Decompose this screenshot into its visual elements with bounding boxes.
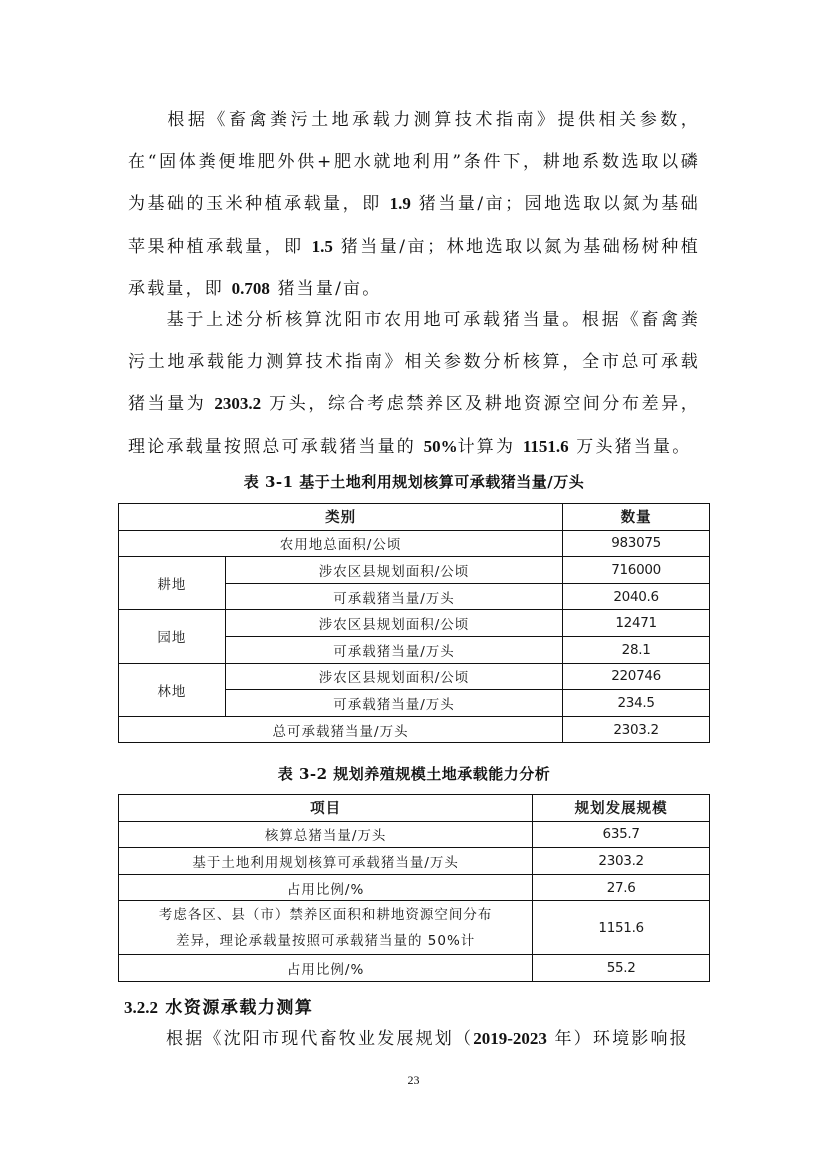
text-run: 计算为 [457, 436, 523, 457]
breeding-scale-table [118, 794, 710, 982]
row-label: 涉农区县规划面积/公顷 [225, 663, 562, 690]
row-label: 可承载猪当量/万头 [225, 583, 562, 610]
number-run: 1.9 [389, 194, 411, 213]
row-label: 涉农区县规划面积/公顷 [225, 610, 562, 637]
section-number: 3.2.2 [124, 998, 158, 1017]
row-label [119, 901, 533, 955]
row-label: 可承载猪当量/万头 [225, 690, 562, 717]
header-quantity: 数量 [563, 504, 710, 531]
row-value: 2303.2 [563, 716, 710, 743]
header-category: 类别 [119, 504, 563, 531]
row-value: 12471 [563, 610, 710, 637]
row-label: 可承载猪当量/万头 [225, 636, 562, 663]
number-run: 2303.2 [214, 394, 262, 413]
text-run: 万头，综合考虑禁养区及耕地资源空间分布差异，理论承载量按照总可承载猪当量的 [128, 394, 700, 457]
number-run: 0.708 [231, 279, 270, 298]
row-value: 983075 [563, 530, 710, 557]
row-value: 234.5 [563, 690, 710, 717]
row-label: 涉农区县规划面积/公顷 [225, 557, 562, 584]
header-planned-scale: 规划发展规模 [533, 795, 710, 822]
row-value: 2040.6 [563, 583, 710, 610]
table-row [119, 848, 710, 875]
row-value: 220746 [563, 663, 710, 690]
row-value: 27.6 [533, 874, 710, 901]
text-run: 猪当量/亩；园地选取以氮为基础苹果种植承载量，即 [128, 194, 700, 257]
text-run: 根据《畜禽粪污土地承载力测算技术指南》提供相关参数，在“固体粪便堆肥外供+肥水就地利用”条件下，耕地系数选取以磷为基础的玉米种植承载量，即 [128, 110, 700, 214]
land-capacity-table [118, 503, 710, 743]
text-run: 根据《沈阳市现代畜牧业发展规划（ [166, 1029, 474, 1049]
row-value: 2303.2 [533, 848, 710, 875]
row-value: 635.7 [533, 821, 710, 848]
table-row [119, 901, 710, 955]
text-run: 猪当量/亩。 [269, 279, 382, 299]
table-row [119, 874, 710, 901]
paragraph-land-coefficients [128, 100, 700, 311]
number-run: 2019-2023 [473, 1029, 547, 1048]
text-run: 基于上述分析核算沈阳市农用地可承载猪当量。根据《畜禽粪污土地承载能力测算技术指南》相关参数分析核算，全市总可承载猪当量为 [128, 310, 700, 414]
row-label: 占用比例/% [119, 874, 533, 901]
table-row [119, 610, 710, 637]
row-label-line: 差异，理论承载量按照可承载猪当量的 50%计 [175, 932, 476, 949]
table2-caption: 表 3-2 规划养殖规模土地承载能力分析 [277, 765, 551, 783]
table1-caption: 表 3-1 基于土地利用规划核算可承载猪当量/万头 [243, 473, 585, 491]
paragraph-water-resources [128, 1018, 700, 1061]
table-row-total [119, 716, 710, 743]
row-label: 核算总猪当量/万头 [119, 821, 533, 848]
table-row [119, 557, 710, 584]
text-run: 万头猪当量。 [568, 436, 692, 457]
table-row [119, 530, 710, 557]
table-row [119, 821, 710, 848]
row-label: 基于土地利用规划核算可承载猪当量/万头 [119, 848, 533, 875]
group-label: 林地 [119, 663, 226, 716]
number-run: 1151.6 [522, 436, 569, 456]
row-value: 1151.6 [533, 901, 710, 955]
table-header-row [119, 504, 710, 531]
table-header-row [119, 795, 710, 822]
row-value: 716000 [563, 557, 710, 584]
number-run: 1.5 [311, 236, 333, 256]
row-label-line: 考虑各区、县（市）禁养区面积和耕地资源空间分布 [158, 906, 493, 923]
group-label: 园地 [119, 610, 226, 663]
page-number: 23 [407, 1073, 420, 1087]
header-item: 项目 [119, 795, 533, 822]
number-run: 50% [423, 436, 458, 456]
section-heading [124, 993, 313, 1018]
row-value: 28.1 [563, 636, 710, 663]
group-label: 耕地 [119, 557, 226, 610]
text-run: 年）环境影响报 [546, 1029, 689, 1049]
paragraph-capacity-summary [128, 300, 700, 468]
row-label: 占用比例/% [119, 955, 533, 982]
text-run: 猪当量/亩；林地选取以氮为基础杨树种植承载量，即 [128, 236, 700, 299]
table-row [119, 955, 710, 982]
row-label: 总可承载猪当量/万头 [119, 716, 563, 743]
row-label: 农用地总面积/公顷 [119, 530, 563, 557]
table-row [119, 663, 710, 690]
row-value: 55.2 [533, 955, 710, 982]
section-title: 水资源承载力测算 [165, 998, 314, 1018]
